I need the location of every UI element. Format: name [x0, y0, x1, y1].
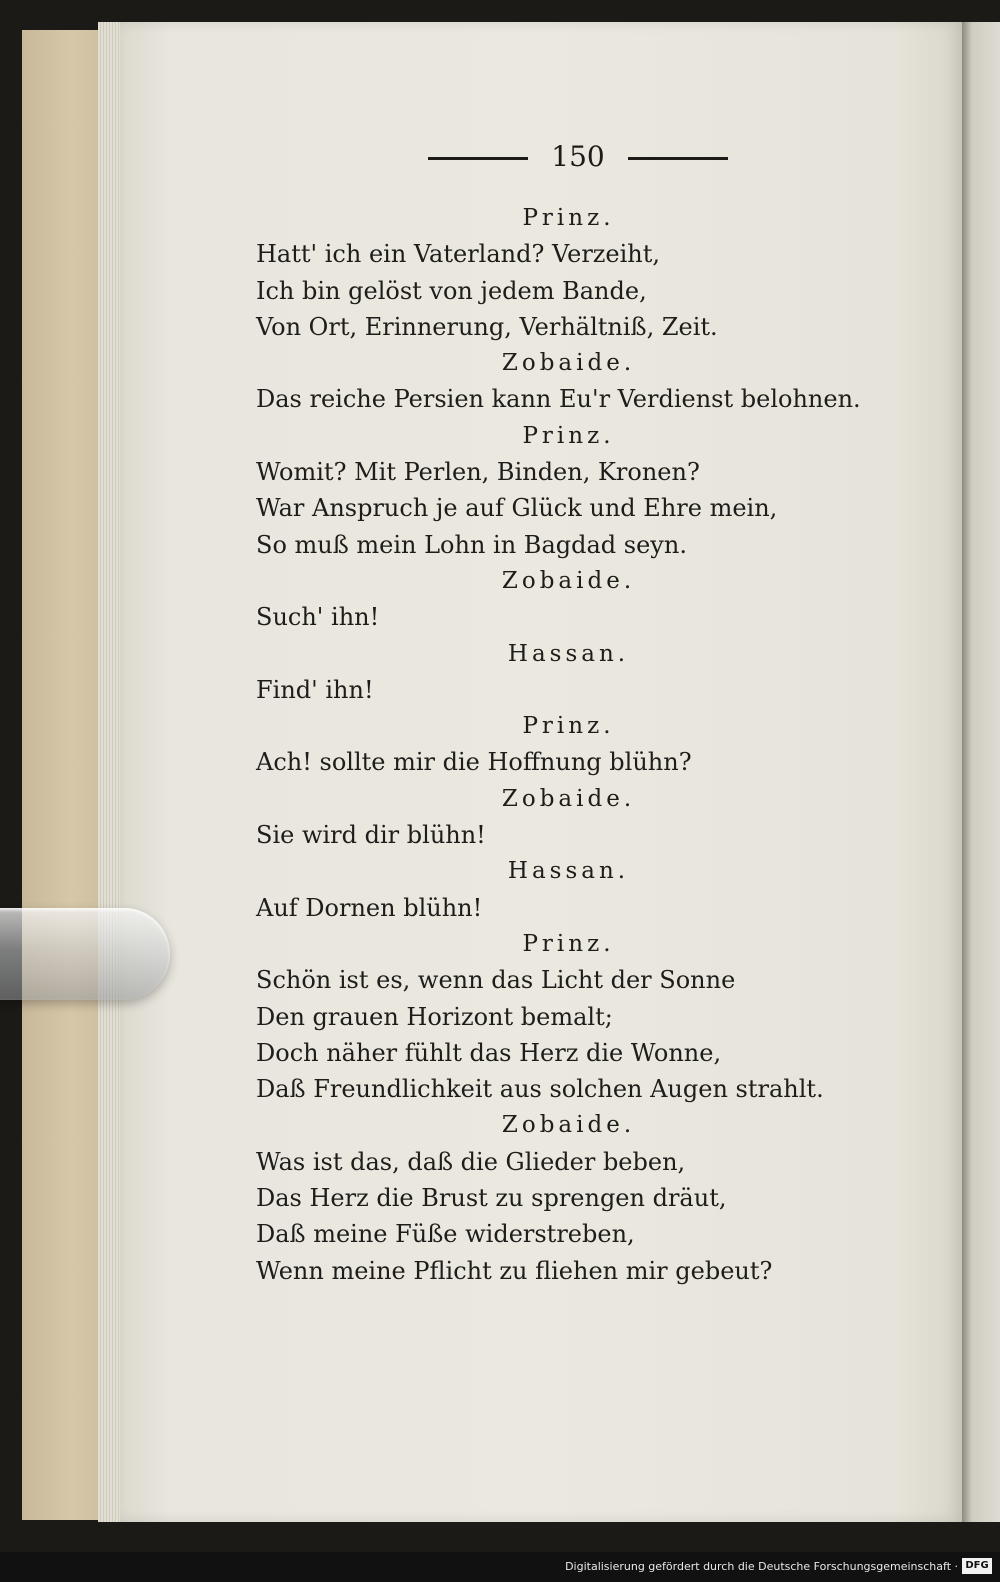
footer-bar	[0, 1552, 1000, 1582]
header-rule-right	[628, 157, 728, 160]
verse-line: Was ist das, daß die Glieder beben,	[256, 1147, 686, 1176]
speaker-name: Zobaide.	[501, 1112, 636, 1139]
dfg-logo: DFG	[962, 1558, 992, 1574]
verse-line: Auf Dornen blühn!	[256, 893, 483, 922]
verse-line: Schön ist es, wenn das Licht der Sonne	[256, 966, 736, 995]
verse-line: Ach! sollte mir die Hoffnung blühn?	[256, 748, 692, 777]
speaker-name: Hassan.	[507, 640, 630, 667]
verse-line: Daß meine Füße widerstreben,	[256, 1220, 635, 1249]
verse-line: Doch näher fühlt das Herz die Wonne,	[256, 1038, 722, 1067]
verse-line: Wenn meine Pflicht zu fliehen mir gebeut?	[256, 1256, 773, 1285]
verse-line: Sie wird dir blühn!	[256, 821, 486, 850]
speaker-name: Prinz.	[522, 205, 615, 231]
verse-line: Das Herz die Brust zu sprengen dräut,	[256, 1184, 727, 1213]
verse-line: War Anspruch je auf Glück und Ehre mein,	[256, 494, 778, 523]
verse-line: Von Ort, Erinnerung, Verhältniß, Zeit.	[256, 312, 718, 341]
verse-line: Such' ihn!	[256, 603, 380, 632]
verse-line: Ich bin gelöst von jedem Bande,	[256, 276, 647, 305]
page-header	[428, 140, 728, 176]
verse-line: Das reiche Persien kann Eu'r Verdienst belohnen.	[256, 385, 861, 414]
speaker-name: Zobaide.	[501, 567, 636, 594]
page-clamp	[0, 908, 170, 1000]
speaker-name: Hassan.	[507, 858, 630, 885]
footer-credit: Digitalisierung gefördert durch die Deutsche Forschungsgemeinschaft ·	[565, 1560, 958, 1573]
verse-line: Womit? Mit Perlen, Binden, Kronen?	[256, 458, 700, 487]
speaker-name: Prinz.	[522, 713, 615, 740]
speaker-name: Zobaide.	[501, 785, 636, 812]
verse-line: So muß mein Lohn in Bagdad seyn.	[256, 530, 687, 559]
page-number: 150	[551, 140, 605, 173]
speaker-name: Zobaide.	[501, 350, 636, 377]
verse-line: Hatt' ich ein Vaterland? Verzeiht,	[256, 240, 661, 269]
verse-line: Den grauen Horizont bemalt;	[256, 1002, 613, 1031]
verse-block	[256, 200, 896, 1289]
speaker-name: Prinz.	[522, 422, 615, 449]
verse-line: Daß Freundlichkeit aus solchen Augen strahlt.	[256, 1075, 824, 1104]
speaker-name: Prinz.	[522, 930, 615, 957]
next-page-edge	[960, 22, 1000, 1522]
verse-line: Find' ihn!	[256, 675, 374, 704]
